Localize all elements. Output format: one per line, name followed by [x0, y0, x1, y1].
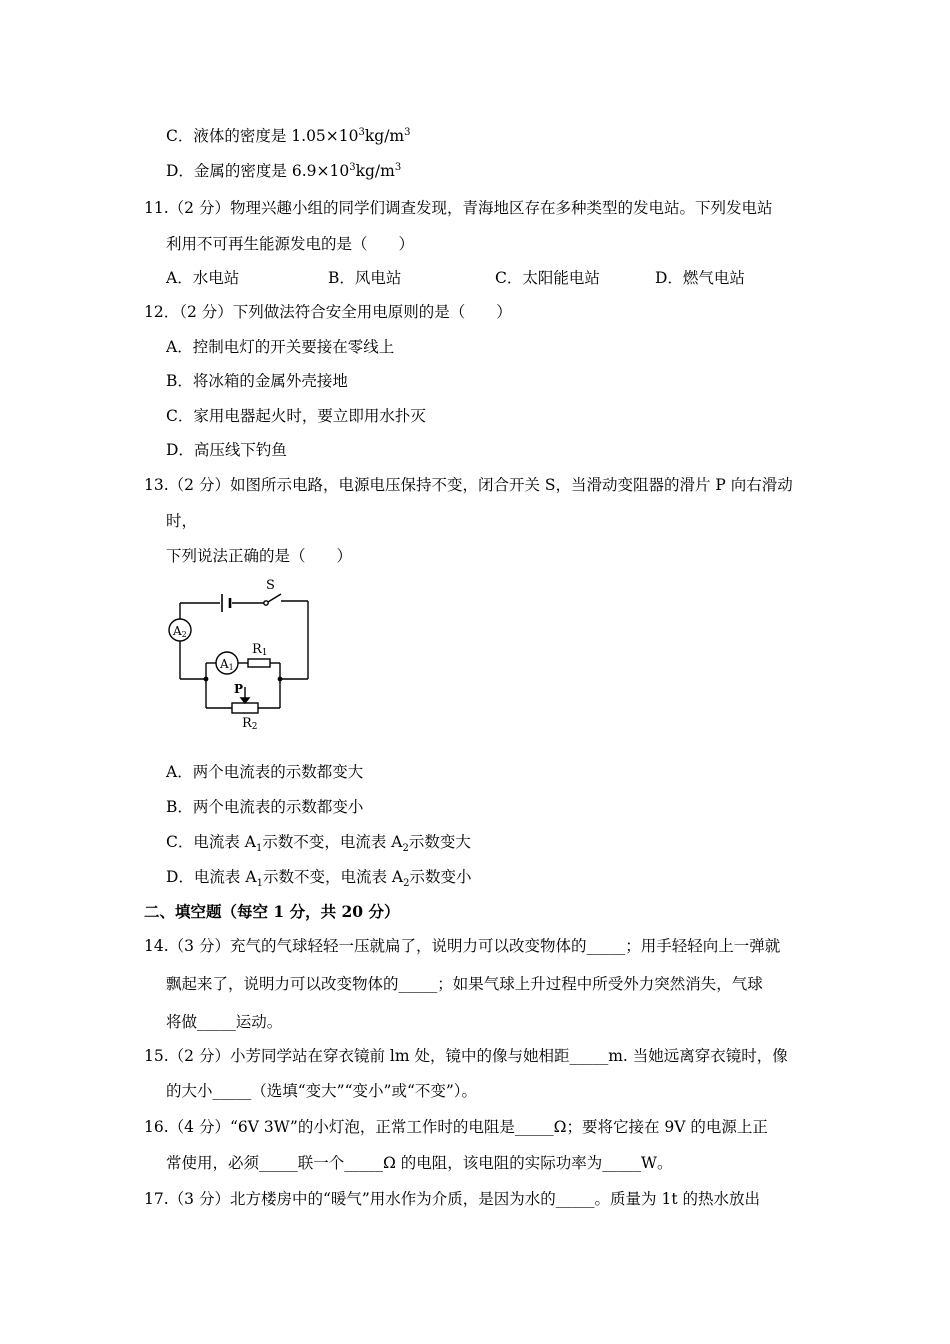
ammeter-a1-icon	[216, 652, 238, 674]
q13-stem-line3: 下列说法正确的是（ ）	[166, 547, 353, 565]
q17-line1: 17.（3 分）北方楼房中的“暖气”用水作为介质，是因为水的_____。质量为 1t 的热水放出	[144, 1190, 760, 1208]
svg-text:A1: A1	[220, 657, 234, 672]
q14-line3: 将做_____运动。	[166, 1013, 283, 1031]
q13-option-d: D．电流表 $A_1$示数不变，电流表 $A_2$示数变小	[166, 868, 472, 890]
q12-stem: 12．（2 分）下列做法符合安全用电原则的是（ ）	[144, 303, 512, 321]
resistor-r1-icon	[248, 659, 270, 667]
q13-stem-line1: 13.（2 分）如图所示电路，电源电压保持不变，闭合开关 S，当滑动变阻器的滑片 P 向右滑动	[144, 476, 793, 494]
rheostat-r2-icon	[232, 703, 258, 713]
q11-option-c: C．太阳能电站	[495, 269, 600, 287]
slider-p-label: P	[234, 682, 244, 696]
q15-line2: 的大小_____（选填“变大”“变小”或“不变”）。	[166, 1082, 478, 1100]
resistor-r2-label: R2	[242, 716, 258, 730]
q12-option-c: C．家用电器起火时，要立即用水扑灭	[166, 407, 426, 425]
section-2-heading: 二、填空题（每空 1 分，共 20 分）	[144, 902, 400, 921]
q12-option-a: A．控制电灯的开关要接在零线上	[166, 338, 395, 356]
q11-stem-line1: 11.（2 分）物理兴趣小组的同学们调查发现，青海地区存在多种类型的发电站。下列发电站	[144, 199, 773, 217]
q13-option-b: B．两个电流表的示数都变小	[166, 798, 364, 816]
resistor-r1-label: R1	[252, 642, 268, 658]
q16-line1: 16.（4 分）“6V 3W”的小灯泡，正常工作时的电阻是_____Ω；要将它接在 9V 的电源上正	[144, 1118, 768, 1136]
q10-option-c: C．液体的密度是 $1.05\times 10^3kg/m^3$	[166, 126, 411, 145]
switch-label: S	[266, 578, 275, 593]
q12-option-b: B．将冰箱的金属外壳接地	[166, 372, 348, 390]
circuit-diagram	[160, 575, 320, 730]
q11-option-a: A．水电站	[166, 269, 240, 287]
q13-option-a: A．两个电流表的示数都变大	[166, 763, 364, 781]
ammeter-a2-icon	[169, 619, 191, 641]
q12-option-d: D．高压线下钓鱼	[166, 441, 287, 459]
q11-option-b: B．风电站	[328, 269, 402, 287]
q16-line2: 常使用，必须_____联一个_____Ω 的电阻，该电阻的实际功率为_____W。	[166, 1154, 673, 1172]
q13-option-c: C．电流表 $A_1$示数不变，电流表 $A_2$示数变大	[166, 833, 471, 855]
q13-stem-line2: 时，	[166, 512, 198, 530]
q14-line2: 飘起来了，说明力可以改变物体的_____；如果气球上升过程中所受外力突然消失，气球	[166, 975, 763, 993]
svg-text:A2: A2	[173, 624, 187, 639]
battery-icon	[222, 594, 230, 612]
q15-line1: 15.（2 分）小芳同学站在穿衣镜前 lm 处，镜中的像与她相距_____m. 当她远离穿衣镜时，像	[144, 1047, 788, 1065]
switch-icon	[264, 594, 281, 605]
q14-line1: 14.（3 分）充气的气球轻轻一压就扁了，说明力可以改变物体的_____；用手轻轻向上一弹就	[144, 937, 781, 955]
q11-stem-line2: 利用不可再生能源发电的是（ ）	[166, 235, 415, 253]
q10-option-d: D．金属的密度是 $6.9\times 10^3kg/m^3$	[166, 161, 402, 180]
q11-option-d: D．燃气电站	[655, 269, 745, 287]
